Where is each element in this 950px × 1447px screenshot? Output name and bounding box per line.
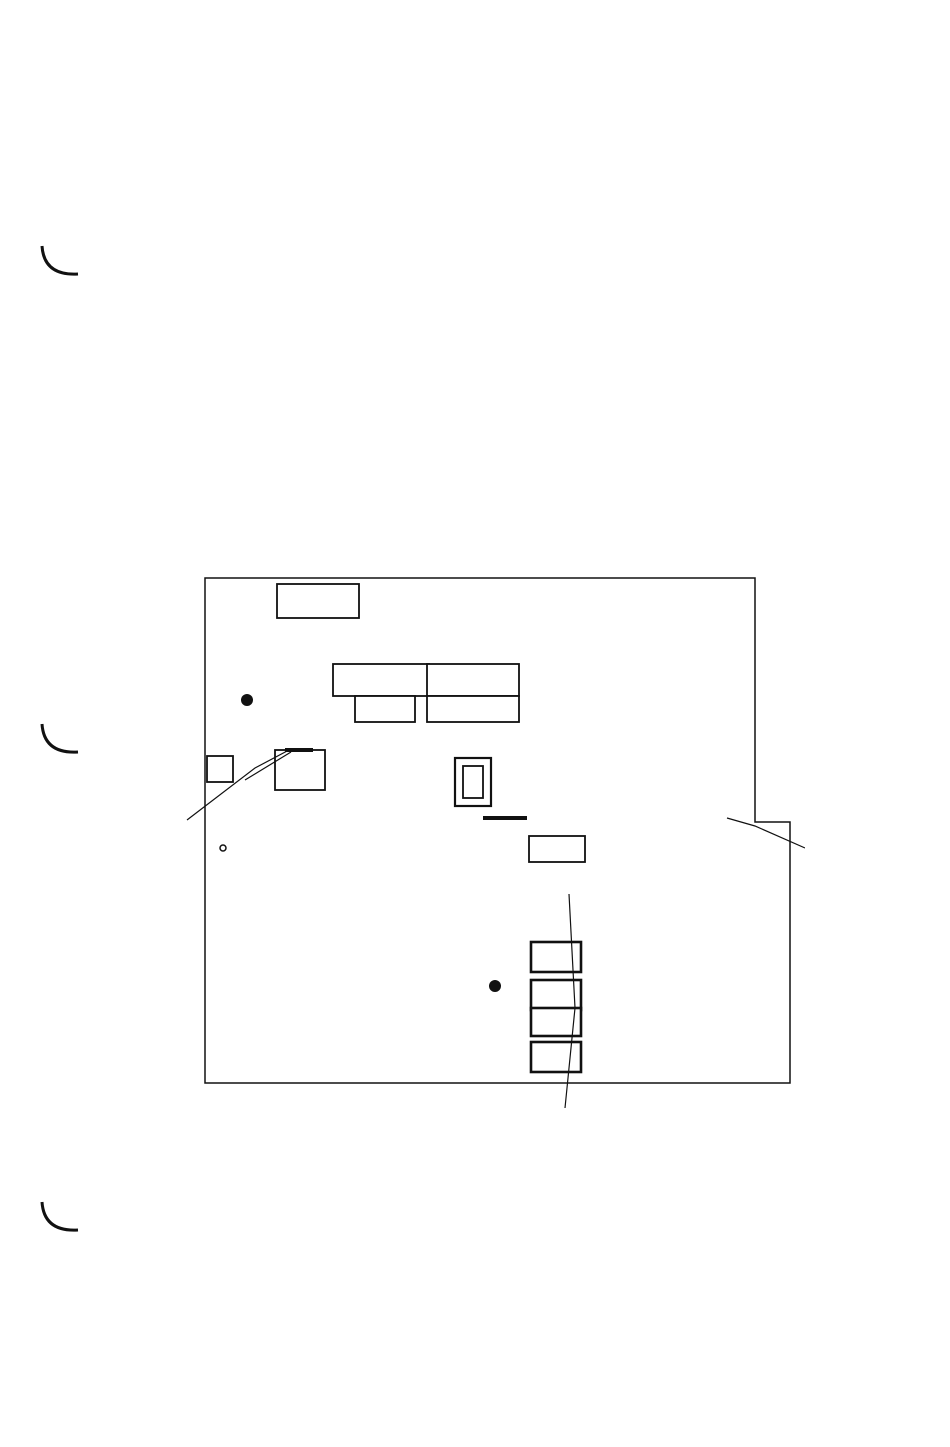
board-outline bbox=[205, 578, 790, 1083]
binder-hole-icon bbox=[36, 240, 86, 280]
binder-hole-icon bbox=[36, 718, 86, 758]
motherboard-figure bbox=[165, 568, 805, 1128]
binder-hole-icon bbox=[36, 1196, 86, 1236]
